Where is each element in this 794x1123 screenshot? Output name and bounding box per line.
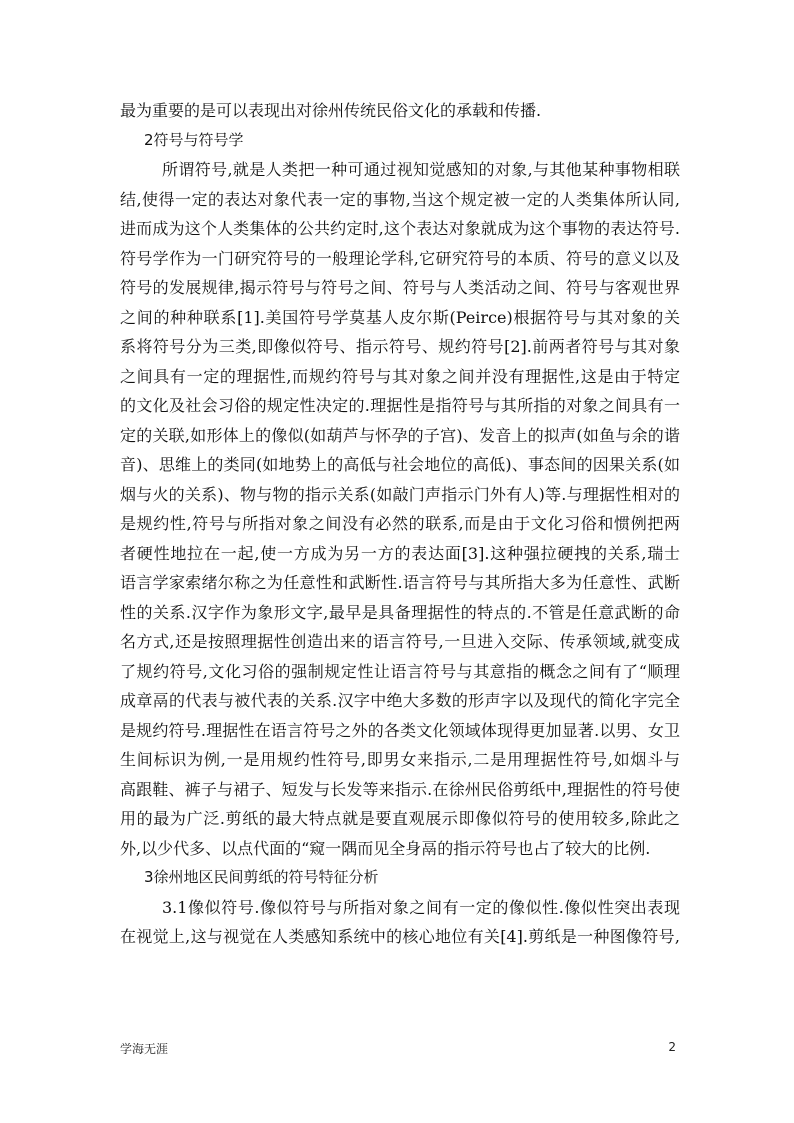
footer-label: 学海无涯	[120, 1042, 169, 1056]
paragraph-line: 所谓符号,就是人类把一种可通过视知觉感知的对象,与其他某种事物相联	[162, 160, 680, 179]
paragraph-line: 是规约符号.理据性在语言符号之外的各类文化领域体现得更加显著.以男、女卫	[120, 720, 680, 740]
paragraph-line: 之间的种种联系[1].美国符号学莫基人皮尔斯(Peirce)根据符号与其对象的关	[120, 307, 680, 327]
paragraph-line: 烟与火的关系)、物与物的指示关系(如敲门声指示门外有人)等.与理据性相对的	[120, 484, 680, 504]
page-number: 2	[668, 1040, 676, 1054]
paragraph-line: 名方式,还是按照理据性创造出来的语言符号,一旦进入交际、传承领域,就变成	[120, 632, 680, 651]
paragraph-line: 最为重要的是可以表现出对徐州传统民俗文化的承载和传播.	[120, 101, 542, 120]
paragraph-line: 系将符号分为三类,即像似符号、指示符号、规约符号[2].前两者符号与其对象	[120, 337, 680, 356]
paragraph-line: 进而成为这个人类集体的公共约定时,这个表达对象就成为这个事物的表达符号.	[120, 219, 680, 238]
paragraph-line: 符号的发展规律,揭示符号与符号之间、符号与人类活动之间、符号与客观世界	[120, 278, 680, 297]
paragraph-line: 外,以少代多、以点代面的“窥一隅而见全身鬲的指示符号也占了较大的比例.	[120, 838, 651, 858]
paragraph-line: 结,使得一定的表达对象代表一定的事物,当这个规定被一定的人类集体所认同,	[120, 189, 680, 209]
paragraph-line: 是规约性,符号与所指对象之间没有必然的联系,而是由于文化习俗和惯例把两	[120, 514, 680, 533]
paragraph-line: 之间具有一定的理据性,而规约符号与其对象之间并没有理据性,这是由于特定	[120, 366, 680, 386]
paragraph-line: 成章鬲的代表与被代表的关系.汉字中绝大多数的形声字以及现代的简化字完全	[120, 691, 680, 710]
paragraph-line: 用的最为广泛.剪纸的最大特点就是要直观展示即像似符号的使用较多,除此之	[120, 809, 680, 828]
paragraph-line: 在视觉上,这与视觉在人类感知系统中的核心地位有关[4].剪纸是一种图像符号,	[120, 927, 680, 946]
section-heading: 2符号与符号学	[144, 130, 244, 149]
paragraph-line: 生间标识为例,一是用规约性符号,即男女来指示,二是用理据性符号,如烟斗与	[120, 750, 680, 769]
paragraph-line: 的文化及社会习俗的规定性决定的.理据性是指符号与其所指的对象之间具有一	[120, 396, 680, 415]
paragraph-line: 音)、思维上的类同(如地势上的高低与社会地位的高低)、事态间的因果关系(如	[120, 455, 680, 474]
section-heading: 3徐州地区民间剪纸的符号特征分析	[144, 868, 379, 886]
paragraph-line: 了规约符号,文化习俗的强制规定性让语言符号与其意指的概念之间有了“顺理	[120, 661, 680, 681]
paragraph-line: 语言学家索绪尔称之为任意性和武断性.语言符号与其所指大多为任意性、武断	[120, 573, 680, 592]
paragraph-line: 者硬性地拉在一起,使一方成为另一方的表达面[3].这种强拉硬拽的关系,瑞士	[120, 543, 680, 563]
document-body	[120, 96, 680, 952]
paragraph-line: 3.1像似符号.像似符号与所指对象之间有一定的像似性.像似性突出表现	[162, 897, 680, 917]
paragraph-line: 性的关系.汉字作为象形文字,最早是具备理据性的特点的.不管是任意武断的命	[120, 602, 680, 622]
paragraph-line: 定的关联,如形体上的像似(如葫芦与怀孕的子宫)、发音上的拟声(如鱼与余的谐	[120, 425, 680, 445]
paragraph-line: 高跟鞋、裤子与裙子、短发与长发等来指示.在徐州民俗剪纸中,理据性的符号使	[120, 779, 680, 799]
paragraph-line: 符号学作为一门研究符号的一般理论学科,它研究符号的本质、符号的意义以及	[120, 248, 680, 268]
